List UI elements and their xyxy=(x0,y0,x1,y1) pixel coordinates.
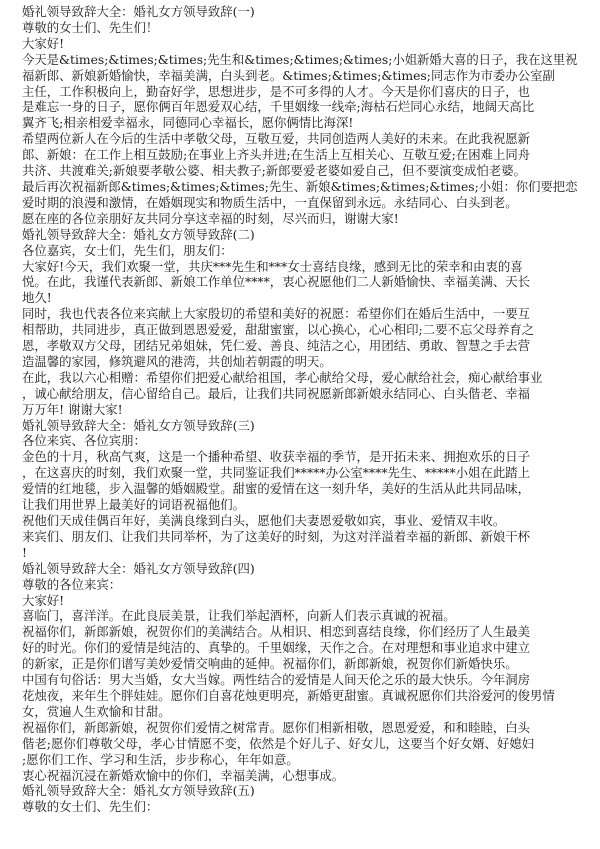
text-line: 愿在座的各位亲朋好友共同分享这幸福的时刻，尽兴而归，谢谢大家! xyxy=(22,210,399,226)
text-line: 万万年! 谢谢大家! xyxy=(22,401,123,417)
text-line: ，在这喜庆的时刻，我们欢聚一堂，共同鉴证我们*****办公室****先生、*****小姐在此踏上 xyxy=(22,465,531,481)
text-line: 各位来宾、各位宾朋： xyxy=(22,433,146,449)
text-line: 婚礼领导致辞大全：婚礼女方领导致辞(三) xyxy=(22,417,255,433)
text-line: 各位嘉宾，女士们，先生们，朋友们： xyxy=(22,242,233,258)
text-line: 祝他们天成佳偶百年好，美满良缘到白头，愿他们夫妻恩爱敬如宾，事业、爱情双丰收。 xyxy=(22,513,506,528)
text-line: 大家好! xyxy=(22,35,65,51)
text-line: 造温馨的家园，修筑避风的港湾，共创灿若朝霞的明天。 xyxy=(22,353,332,369)
text-line: 郎、新娘：在工作上相互鼓励;在事业上齐头并进;在生活上互相关心、互敬互爱;在困难上同舟 xyxy=(22,147,531,163)
text-line: 花烛夜，来年生个胖娃娃。愿你们自喜花烛更明亮，新婚更甜蜜。真诚祝愿你们共浴爱河的俊男情 xyxy=(22,687,555,703)
text-line: 偕老;愿你们尊敬父母，孝心甘情愿不变，依然是个好儿子、好女儿，这要当个好女婿、好媳妇 xyxy=(22,735,535,751)
text-line: 同时，我也代表各位来宾献上大家殷切的希望和美好的祝愿：希望你们在婚后生活中，一要互 xyxy=(22,306,531,322)
text-line: 祝福你们，新郎新娘，祝贺你们爱情之树常青。愿你们相新相敬，恩恩爱爱，和和睦睦，白头 xyxy=(22,719,531,735)
text-line: 悦。在此，我谨代表新郎、新娘工作单位****，衷心祝愿他们二人新婚愉快、幸福美满、天长 xyxy=(22,274,531,290)
text-line: 希望两位新人在今后的生活中孝敬父母，互敬互爱，共同创造两人美好的未来。在此我祝愿新 xyxy=(22,131,531,147)
text-line: 中国有句俗话：男大当婚，女大当嫁。两性结合的爱情是人间天伦之乐的最大快乐。今年洞房 xyxy=(22,672,531,688)
text-line: 衷心祝福沉浸在新婚欢愉中的你们，幸福美满，心想事成。 xyxy=(22,767,345,783)
text-line: 恩，孝敬双方父母，团结兄弟姐妹，凭仁爱、善良、纯洁之心，用团结、勇敢、智慧之手去营 xyxy=(22,338,531,354)
text-line: 的新家，正是你们谱写美妙爱情交响曲的延伸。祝福你们，新郎新娘，祝贺你们新婚快乐。 xyxy=(22,656,518,672)
text-line: 让我们用世界上最美好的词语祝福他们。 xyxy=(22,497,246,513)
text-line: 尊敬的女士们、先生们： xyxy=(22,799,159,815)
text-line: 是难忘一身的日子，愿你俩百年恩爱双心结，千里姻缘一线牵;海枯石烂同心永结，地阔天高比 xyxy=(22,99,535,115)
text-line: 婚礼领导致辞大全：婚礼女方领导致辞(五) xyxy=(22,783,255,799)
text-line: 最后再次祝福新郎&times;&times;&times;先生、新娘&times;&times;&times;小姐：你们要把恋 xyxy=(22,178,578,194)
text-line: 大家好! xyxy=(22,592,65,608)
text-line: 婚礼领导致辞大全：婚礼女方领导致辞(二) xyxy=(22,226,255,242)
text-line: 翼齐飞;相亲相爱幸福永，同德同心幸福长，愿你俩情比海深! xyxy=(22,115,354,131)
text-line: ，诚心献给朋友，信心留给自己。最后，让我们共同祝愿新郎新娘永结同心、白头偕老、幸福 xyxy=(22,385,531,401)
text-line: 今天是&times;&times;&times;先生和&times;&times;&times;小姐新婚大喜的日子，我在这里祝 xyxy=(22,51,578,67)
text-line: 金色的十月，秋高气爽，这是一个播种希望、收获幸福的季节，是开拓未来、拥抱欢乐的日子 xyxy=(22,449,531,465)
text-line: ;愿你们工作、学习和生活，步步称心，年年如意。 xyxy=(22,751,299,767)
text-line: 地久! xyxy=(22,290,52,306)
text-line: 祝福你们，新郎新娘，祝贺你们的美满结合。从相识、相恋到喜结良缘，你们经历了人生最美 xyxy=(22,624,531,640)
text-line: 来宾们、朋友们、让我们共同举杯，为了这美好的时刻，为这对洋溢着幸福的新郎、新娘干杯 xyxy=(22,528,531,544)
text-line: 爱情的红地毯，步入温馨的婚姻殿堂。甜蜜的爱情在这一刻升华，美好的生活从此共同品味， xyxy=(22,481,531,497)
text-line: 大家好!今天，我们欢聚一堂，共庆***先生和***女士喜结良缘，感到无比的荣幸和由衷的喜 xyxy=(22,258,523,274)
text-line: 爱时期的浪漫和激情，在婚姻现实和物质生活中，一直保留到永远。永结同心、白头到老。 xyxy=(22,194,518,210)
text-line: 婚礼领导致辞大全：婚礼女方领导致辞(一) xyxy=(22,4,255,19)
text-line: 在此，我以六心相赠：希望你们把爱心献给祖国，孝心献给父母，爱心献给社会，痴心献给事业 xyxy=(22,369,543,385)
text-line: 尊敬的女士们、先生们！ xyxy=(22,19,159,35)
text-line: 主任，工作积极向上，勤奋好学，思想进步，是不可多得的人才。今天是你们喜庆的日子，也 xyxy=(22,83,531,99)
text-line: ! xyxy=(22,544,27,560)
text-line: 福新郎、新娘新婚愉快，幸福美满，白头到老。&times;&times;&times;同志作为市委办公室副 xyxy=(22,67,555,83)
text-line: 尊敬的各位来宾： xyxy=(22,576,122,592)
text-line: 相帮助，共同进步，真正做到恩恩爱爱，甜甜蜜蜜，以心换心，心心相印;二要不忘父母养育之 xyxy=(22,322,535,338)
text-line: 女，赏遍人生欢愉和甘甜。 xyxy=(22,703,171,719)
text-line: 婚礼领导致辞大全：婚礼女方领导致辞(四) xyxy=(22,560,255,576)
text-line: 喜临门，喜洋洋。在此良辰美景，让我们举起酒杯，向新人们表示真诚的祝福。 xyxy=(22,608,456,624)
text-line: 好的时光。你们的爱情是纯洁的、真挚的。千里姻缘，天作之合。在对理想和事业追求中建立 xyxy=(22,640,531,656)
text-line: 共济、共渡难关;新娘要孝敬公婆、相夫教子;新郎要爱老婆如爱自己，但不要演变成怕老婆。 xyxy=(22,163,526,179)
